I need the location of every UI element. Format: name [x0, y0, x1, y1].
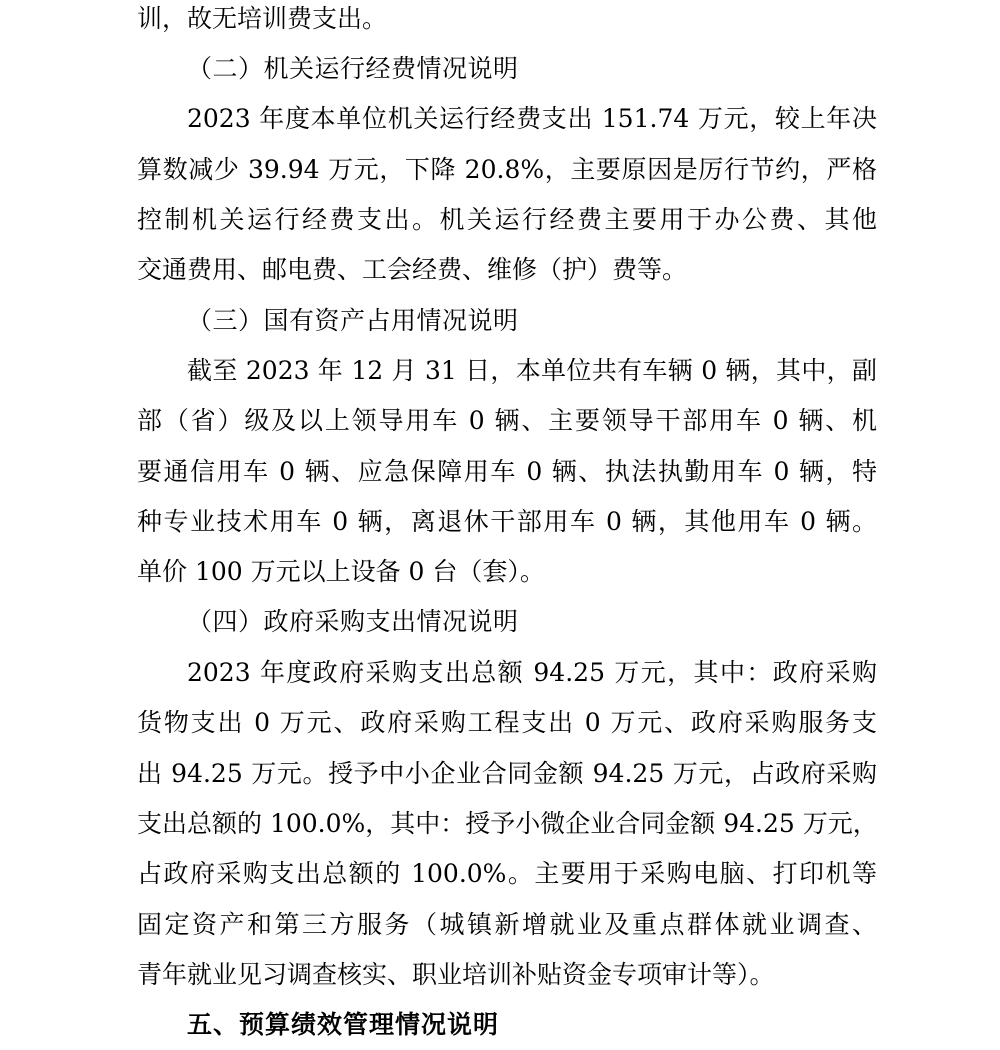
paragraph-line: 出 94.25 万元。授予中小企业合同金额 94.25 万元，占政府采购 [137, 759, 877, 788]
paragraph-line: 单价 100 万元以上设备 0 台（套）。 [137, 557, 545, 586]
section-heading-3: （三）国有资产占用情况说明 [187, 306, 519, 335]
paragraph-line: 算数减少 39.94 万元，下降 20.8%，主要原因是厉行节约，严格 [137, 155, 877, 184]
paragraph-line: 训，故无培训费支出。 [137, 4, 388, 33]
paragraph-line: 部（省）级及以上领导用车 0 辆、主要领导干部用车 0 辆、机 [137, 406, 877, 435]
paragraph-line: 截至 2023 年 12 月 31 日，本单位共有车辆 0 辆，其中，副 [187, 356, 877, 385]
paragraph-line: 2023 年度本单位机关运行经费支出 151.74 万元，较上年决 [187, 104, 877, 133]
paragraph-line: 支出总额的 100.0%，其中：授予小微企业合同金额 94.25 万元， [137, 809, 878, 838]
paragraph-line: 控制机关运行经费支出。机关运行经费主要用于办公费、其他 [137, 205, 877, 234]
paragraph-line: 交通费用、邮电费、工会经费、维修（护）费等。 [137, 255, 688, 284]
section-heading-5: 五、预算绩效管理情况说明 [187, 1010, 500, 1039]
paragraph-line: 青年就业见习调查核实、职业培训补贴资金专项审计等）。 [137, 960, 775, 989]
paragraph-line: 要通信用车 0 辆、应急保障用车 0 辆、执法执勤用车 0 辆，特 [137, 457, 877, 486]
paragraph-line: 占政府采购支出总额的 100.0%。主要用于采购电脑、打印机等 [137, 859, 877, 888]
paragraph-line: 固定资产和第三方服务（城镇新增就业及重点群体就业调查、 [137, 910, 877, 939]
section-heading-4: （四）政府采购支出情况说明 [187, 607, 519, 636]
paragraph-line: 货物支出 0 万元、政府采购工程支出 0 万元、政府采购服务支 [137, 708, 877, 737]
paragraph-line: 2023 年度政府采购支出总额 94.25 万元，其中：政府采购 [187, 658, 877, 687]
section-heading-2: （二）机关运行经费情况说明 [187, 54, 519, 83]
paragraph-line: 种专业技术用车 0 辆，离退休干部用车 0 辆，其他用车 0 辆。 [137, 507, 877, 536]
